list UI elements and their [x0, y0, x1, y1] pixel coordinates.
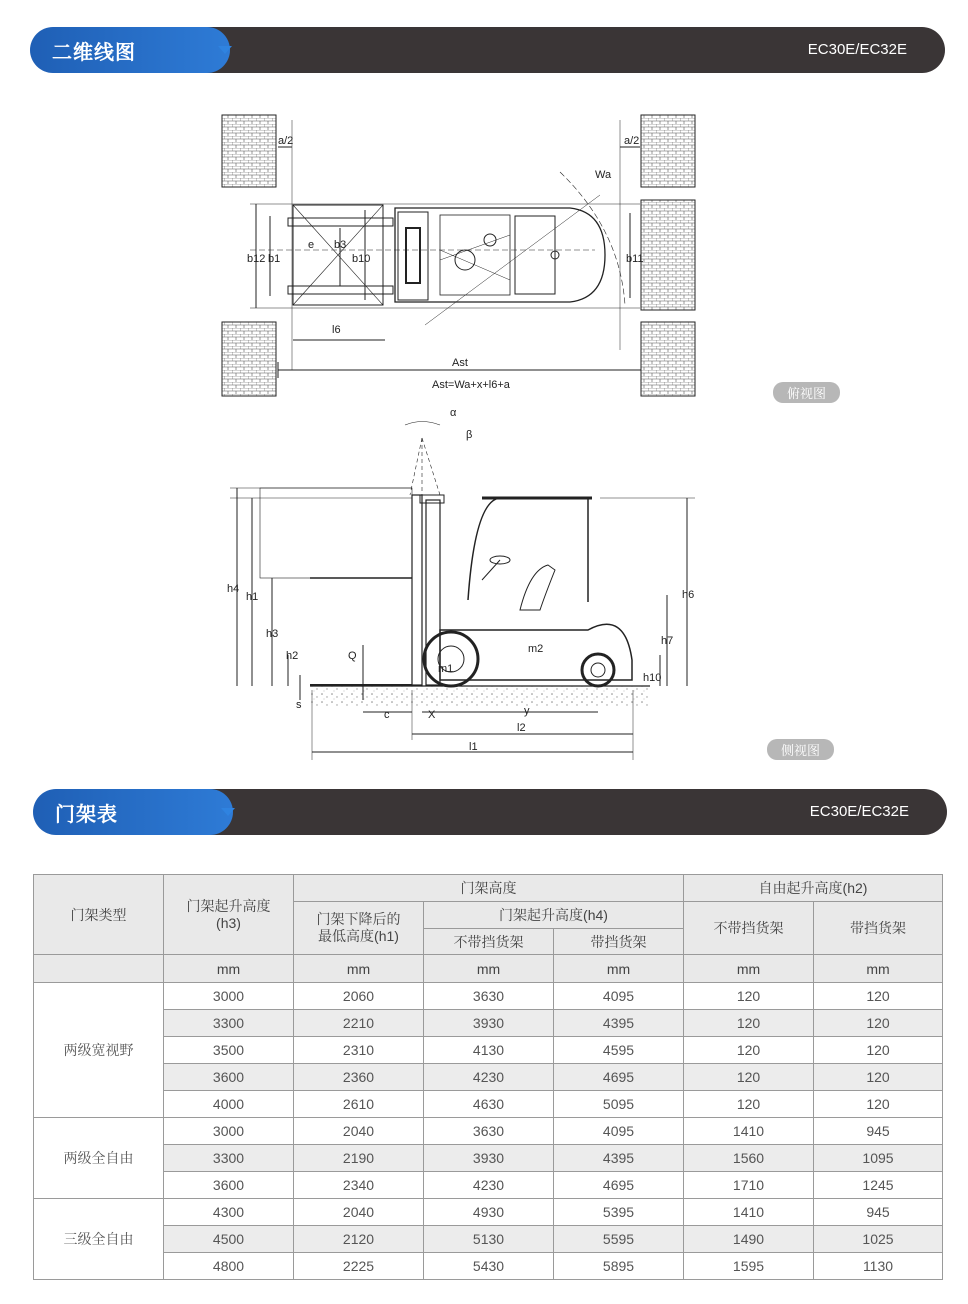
table-cell: 4695: [554, 1172, 684, 1199]
table-cell: 4130: [424, 1037, 554, 1064]
table-cell: 1095: [814, 1145, 943, 1172]
dim-h4: h4: [227, 583, 240, 595]
rack-block: [641, 200, 695, 310]
header-mast-type: 门架类型: [34, 875, 164, 955]
table-row: [34, 1064, 943, 1091]
truck-body: [395, 208, 605, 302]
table-cell: 120: [814, 983, 943, 1010]
mast-carriage: [398, 212, 428, 300]
table-cell: 2360: [294, 1064, 424, 1091]
table-cell: 4300: [164, 1199, 294, 1226]
table-cell: 2310: [294, 1037, 424, 1064]
table-cell: 2225: [294, 1253, 424, 1280]
section-title: 门架表: [55, 802, 118, 826]
table-cell: 120: [814, 1010, 943, 1037]
dim-h10: h10: [643, 672, 662, 684]
table-cell: 2210: [294, 1010, 424, 1037]
table-cell: 4095: [554, 1118, 684, 1145]
table-cell: 3300: [164, 1010, 294, 1037]
dim-y: y: [524, 705, 530, 717]
table-row: [34, 1010, 943, 1037]
table-cell: 120: [684, 1064, 814, 1091]
table-row: [34, 1253, 943, 1280]
table-cell: 4230: [424, 1064, 554, 1091]
table-cell: 4630: [424, 1091, 554, 1118]
mast-type-cell: 三级全自由: [34, 1199, 164, 1280]
top-view-caption: 俯视图: [773, 382, 840, 403]
unit-cell: mm: [424, 955, 554, 983]
dim-h6: h6: [682, 589, 695, 601]
mast-table-body: [34, 983, 943, 1280]
rack-block: [222, 115, 276, 187]
dim-wa: Wa: [595, 169, 612, 181]
table-cell: 4500: [164, 1226, 294, 1253]
table-cell: 3930: [424, 1010, 554, 1037]
dim-e: e: [308, 239, 315, 251]
table-row: [34, 1226, 943, 1253]
dim-h7: h7: [661, 635, 674, 647]
header-h3: 门架起升高度 (h3): [164, 875, 294, 955]
table-row: [34, 1199, 943, 1226]
table-cell: 120: [684, 1037, 814, 1064]
side-view-caption: 侧视图: [767, 739, 834, 760]
table-cell: 945: [814, 1118, 943, 1145]
model-label: EC30E/EC32E: [807, 41, 907, 58]
table-cell: 120: [684, 983, 814, 1010]
dim-b10: b10: [352, 253, 371, 265]
dim-h2: h2: [286, 650, 299, 662]
table-cell: 2040: [294, 1118, 424, 1145]
dim-a2-left: a/2: [278, 135, 294, 147]
table-cell: 1710: [684, 1172, 814, 1199]
table-cell: 2120: [294, 1226, 424, 1253]
dim-b12: b12: [247, 253, 266, 265]
rack-block: [641, 322, 695, 396]
dropdown-triangle-icon[interactable]: [221, 808, 235, 816]
table-cell: 945: [814, 1199, 943, 1226]
table-cell: 3300: [164, 1145, 294, 1172]
mast-type-cell: 两级全自由: [34, 1118, 164, 1199]
dim-beta: β: [466, 429, 473, 441]
table-cell: 120: [814, 1037, 943, 1064]
unit-cell: mm: [294, 955, 424, 983]
table-cell: 3630: [424, 1118, 554, 1145]
table-cell: 4595: [554, 1037, 684, 1064]
dim-alpha: α: [450, 407, 457, 419]
table-cell: 4000: [164, 1091, 294, 1118]
section-header-mast: [33, 789, 947, 835]
fork: [288, 218, 393, 226]
table-cell: 4800: [164, 1253, 294, 1280]
table-cell: 4695: [554, 1064, 684, 1091]
header-free-lift-backrest: 带挡货架: [814, 902, 943, 955]
table-row: [34, 1037, 943, 1064]
dim-h3: h3: [266, 628, 279, 640]
dim-q: Q: [348, 650, 357, 662]
table-cell: 2340: [294, 1172, 424, 1199]
table-cell: 2610: [294, 1091, 424, 1118]
table-cell: 3000: [164, 983, 294, 1010]
table-cell: 5430: [424, 1253, 554, 1280]
unit-cell: mm: [684, 955, 814, 983]
dim-b11: b11: [626, 253, 644, 265]
table-cell: 1410: [684, 1118, 814, 1145]
dim-l1: l1: [469, 741, 478, 753]
table-cell: 1130: [814, 1253, 943, 1280]
table-cell: 4230: [424, 1172, 554, 1199]
dim-m2: m2: [528, 643, 544, 655]
header-h1: 门架下降后的 最低高度(h1): [294, 902, 424, 955]
dim-c: c: [384, 709, 390, 721]
table-cell: 1595: [684, 1253, 814, 1280]
section-title: 二维线图: [52, 40, 136, 64]
dim-h1: h1: [246, 591, 259, 603]
mast-type-cell: 两级宽视野: [34, 983, 164, 1118]
top-view: [222, 115, 695, 396]
table-cell: 5395: [554, 1199, 684, 1226]
table-cell: 120: [684, 1010, 814, 1037]
table-cell: 5595: [554, 1226, 684, 1253]
dim-l2: l2: [517, 722, 526, 734]
table-cell: 120: [814, 1091, 943, 1118]
table-cell: 3500: [164, 1037, 294, 1064]
unit-cell: mm: [814, 955, 943, 983]
rack-block: [641, 115, 695, 187]
table-cell: 2190: [294, 1145, 424, 1172]
model-label: EC30E/EC32E: [809, 803, 909, 820]
dim-x: X: [428, 709, 436, 721]
table-cell: 3930: [424, 1145, 554, 1172]
header-h4-no-backrest: 不带挡货架: [424, 929, 554, 955]
dim-b3: b3: [334, 239, 347, 251]
dim-m1: m1: [438, 663, 454, 675]
engine-area: [440, 215, 510, 295]
mast-table: [33, 874, 943, 1280]
table-cell: 120: [814, 1064, 943, 1091]
table-cell: 5130: [424, 1226, 554, 1253]
table-row: [34, 1118, 943, 1145]
table-cell: 3600: [164, 1064, 294, 1091]
header-free-lift: 自由起升高度(h2): [684, 875, 943, 902]
table-cell: 1245: [814, 1172, 943, 1199]
table-cell: 3600: [164, 1172, 294, 1199]
table-cell: 3630: [424, 983, 554, 1010]
table-cell: 1490: [684, 1226, 814, 1253]
header-free-lift-no-backrest: 不带挡货架: [684, 902, 814, 955]
section-header-drawing: [30, 27, 945, 73]
mast-cylinder: [406, 228, 420, 283]
table-cell: 4395: [554, 1010, 684, 1037]
unit-cell: mm: [164, 955, 294, 983]
dropdown-triangle-icon[interactable]: [218, 46, 232, 54]
table-cell: 120: [684, 1091, 814, 1118]
dim-l6: l6: [332, 324, 341, 336]
table-row: [34, 983, 943, 1010]
table-row: [34, 1091, 943, 1118]
table-cell: 5095: [554, 1091, 684, 1118]
header-h4: 门架起升高度(h4): [424, 902, 684, 929]
table-cell: 3000: [164, 1118, 294, 1145]
forklift-dimension-drawing: [200, 100, 880, 770]
table-cell: 5895: [554, 1253, 684, 1280]
table-cell: 1410: [684, 1199, 814, 1226]
table-cell: 4095: [554, 983, 684, 1010]
dim-ast-formula: Ast=Wa+x+l6+a: [432, 379, 510, 391]
dim-b1: b1: [268, 253, 281, 265]
unit-cell: mm: [554, 955, 684, 983]
table-cell: 1025: [814, 1226, 943, 1253]
dim-s: s: [296, 699, 302, 711]
dim-ast: Ast: [452, 357, 468, 369]
overhead-guard: [515, 216, 555, 294]
table-cell: 4395: [554, 1145, 684, 1172]
table-cell: 1560: [684, 1145, 814, 1172]
header-h4-backrest: 带挡货架: [554, 929, 684, 955]
dim-a2-right: a/2: [624, 135, 640, 147]
table-row: [34, 1145, 943, 1172]
table-cell: 2040: [294, 1199, 424, 1226]
table-row: [34, 1172, 943, 1199]
table-cell: 4930: [424, 1199, 554, 1226]
table-cell: 2060: [294, 983, 424, 1010]
unit-cell: [34, 955, 164, 983]
header-mast-height: 门架高度: [294, 875, 684, 902]
rack-block: [222, 322, 276, 396]
technical-drawing: [200, 100, 880, 770]
